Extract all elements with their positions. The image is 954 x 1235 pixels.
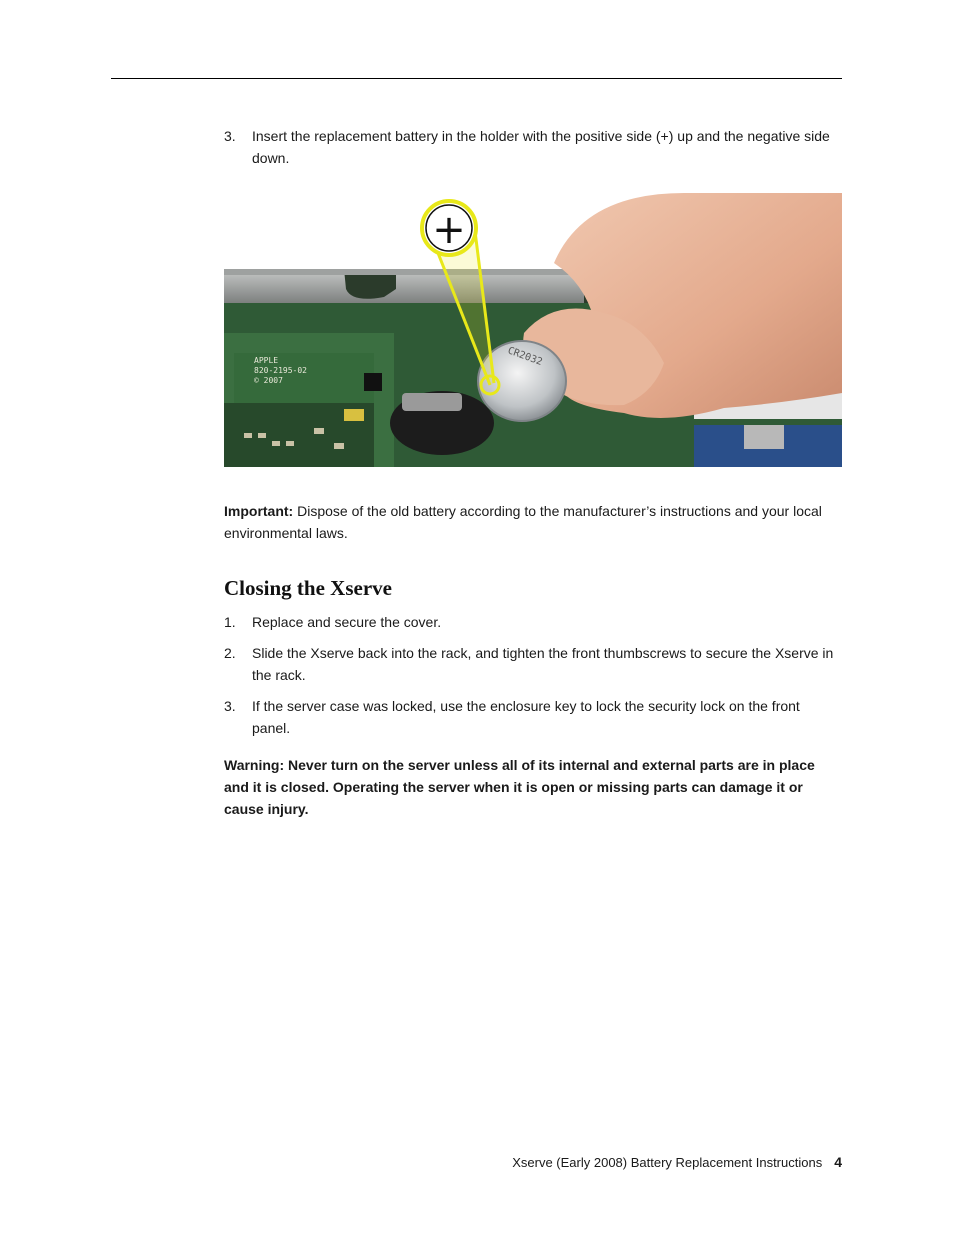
important-label: Important: <box>224 503 294 519</box>
step-text: Slide the Xserve back into the rack, and tighten the front thumbscrews to secure the Xserve in the rack. <box>252 645 834 683</box>
board-text-apple: APPLE <box>254 356 279 365</box>
step-number: 1. <box>224 614 236 630</box>
board-text-part: 820-2195-02 <box>254 366 307 375</box>
header-rule <box>111 78 842 79</box>
closing-step-1 <box>224 611 836 633</box>
step-number: 3. <box>224 698 236 714</box>
section-title: Closing the Xserve <box>224 576 392 600</box>
footer-title: Xserve (Early 2008) Battery Replacement Instructions <box>512 1155 823 1170</box>
page-footer <box>512 1152 842 1173</box>
step-insert-battery <box>224 125 836 169</box>
battery-label: CR2032 <box>506 345 544 369</box>
step-number: 2. <box>224 645 236 661</box>
page-number: 4 <box>834 1154 842 1170</box>
important-text: Dispose of the old battery according to the manufacturer’s instructions and your local environmental laws. <box>224 503 822 541</box>
step-text: Replace and secure the cover. <box>252 614 442 630</box>
positive-symbol-icon: + <box>432 207 466 253</box>
closing-step-3 <box>224 695 836 739</box>
important-note <box>224 500 824 544</box>
warning-note: Warning: Never turn on the server unless all of its internal and external parts are in place and it is closed. Operating the server when it is open or missing parts can damage it or cause injury. <box>224 757 815 817</box>
battery-installation-photo <box>224 193 842 467</box>
closing-step-2 <box>224 642 836 686</box>
board-text-year: © 2007 <box>254 376 283 385</box>
step-text: If the server case was locked, use the enclosure key to lock the security lock on the front panel. <box>252 698 800 736</box>
step-text: Insert the replacement battery in the holder with the positive side (+) up and the negative side down. <box>252 128 830 166</box>
step-number: 3. <box>224 128 236 144</box>
